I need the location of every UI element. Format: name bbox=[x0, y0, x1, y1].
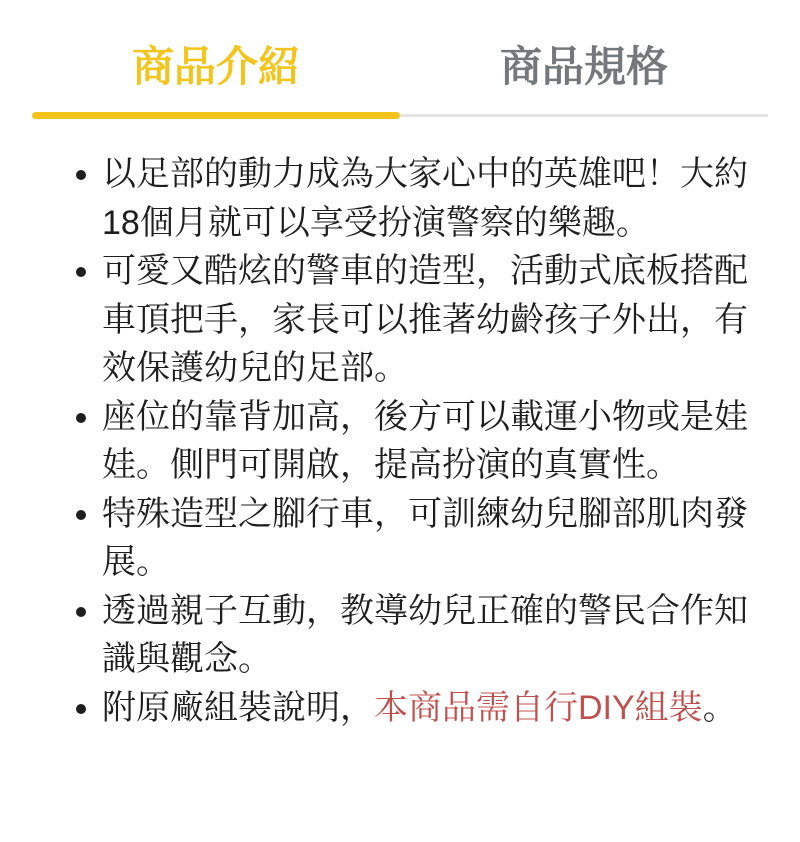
active-tab-indicator bbox=[32, 112, 400, 119]
tab-bar bbox=[32, 42, 768, 92]
list-item-text bbox=[102, 587, 768, 684]
tab-product-intro[interactable]: 商品介紹 bbox=[32, 42, 400, 92]
list-item-text bbox=[102, 150, 768, 247]
list-item bbox=[76, 150, 768, 247]
bullet-icon bbox=[76, 704, 86, 714]
bullet-icon bbox=[76, 413, 86, 423]
product-detail-panel bbox=[0, 42, 800, 842]
list-item-text bbox=[102, 684, 737, 733]
list-item bbox=[76, 393, 768, 490]
bullet-icon bbox=[76, 607, 86, 617]
list-item-text bbox=[102, 490, 768, 587]
list-item bbox=[76, 587, 768, 684]
list-item bbox=[76, 247, 768, 393]
text-segment: 。 bbox=[702, 688, 737, 727]
text-segment: 以足部的動力成為大家心中的英雄吧！大約18個月就可以享受扮演警察的樂趣。 bbox=[102, 155, 748, 242]
text-segment: 座位的靠背加高，後方可以載運小物或是娃娃。側門可開啟，提高扮演的真實性。 bbox=[102, 397, 748, 484]
bullet-icon bbox=[76, 510, 86, 520]
list-item-text bbox=[102, 393, 768, 490]
list-item bbox=[76, 490, 768, 587]
text-segment: 可愛又酷炫的警車的造型，活動式底板搭配車頂把手，家長可以推著幼齡孩子外出，有效保護幼兒的足部。 bbox=[102, 252, 748, 387]
bullet-icon bbox=[76, 267, 86, 277]
inactive-tab-divider bbox=[400, 114, 768, 117]
text-segment: 附原廠組裝說明， bbox=[102, 688, 374, 727]
tab-product-specs[interactable]: 商品規格 bbox=[400, 42, 768, 92]
text-segment: 特殊造型之腳行車，可訓練幼兒腳部肌肉發展。 bbox=[102, 494, 748, 581]
list-item bbox=[76, 684, 768, 733]
bullet-icon bbox=[76, 170, 86, 180]
list-item-text bbox=[102, 247, 768, 393]
diy-highlight-text: 本商品需自行DIY組裝 bbox=[374, 688, 703, 727]
product-description-list bbox=[32, 150, 768, 732]
tab-underline bbox=[32, 112, 768, 119]
text-segment: 透過親子互動，教導幼兒正確的警民合作知識與觀念。 bbox=[102, 591, 748, 678]
